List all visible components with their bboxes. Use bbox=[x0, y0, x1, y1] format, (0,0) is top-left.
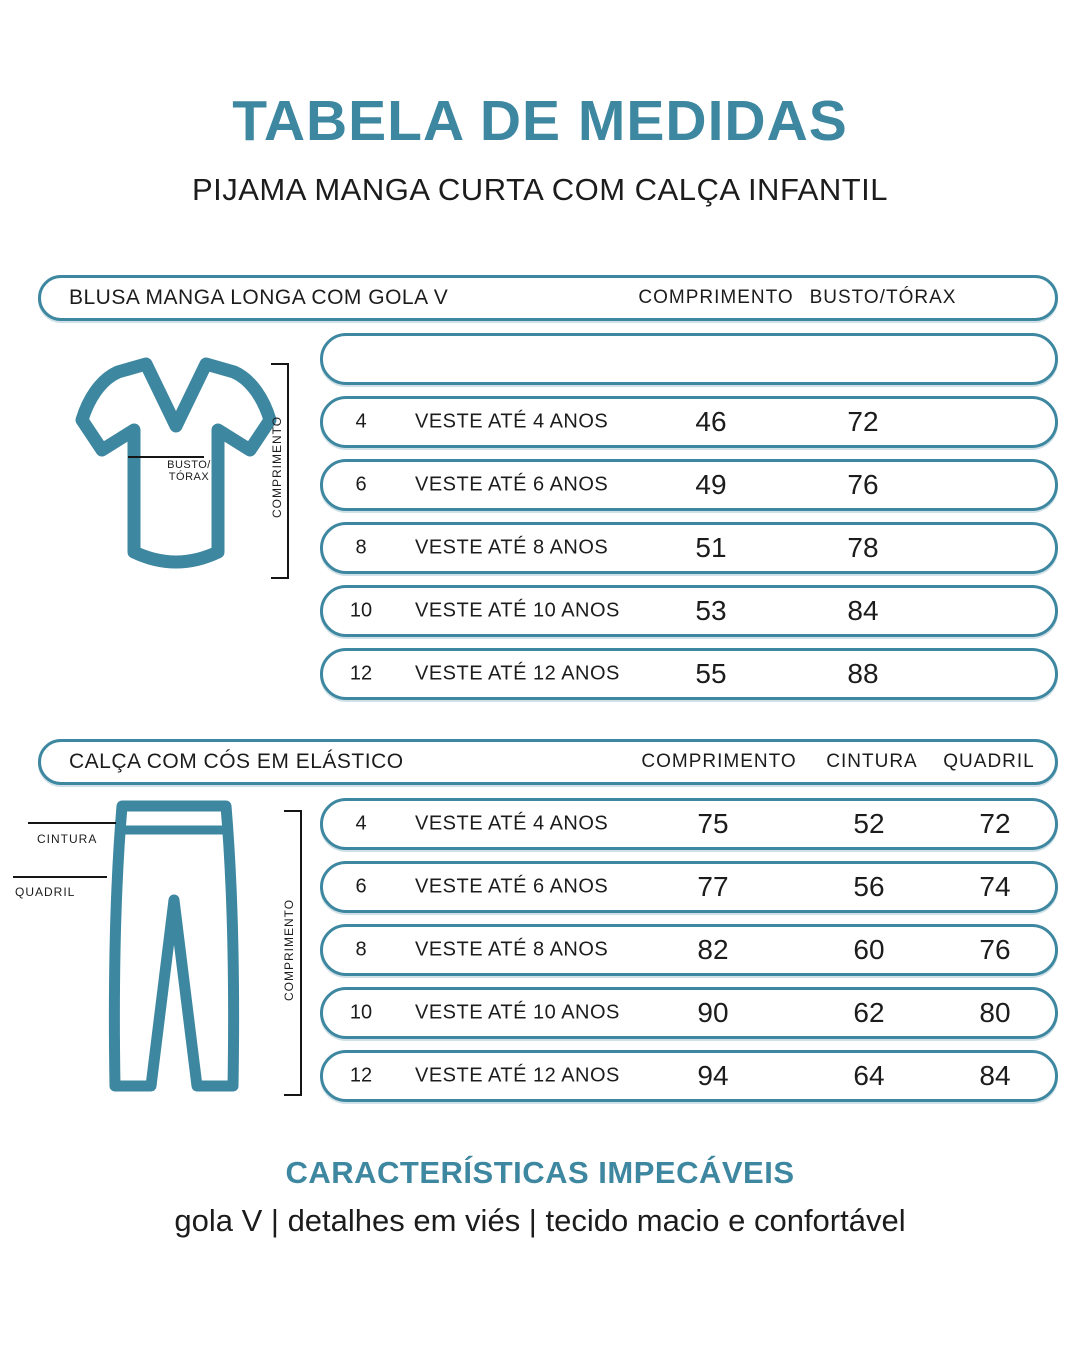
age-label: VESTE ATÉ 12 ANOS bbox=[415, 1064, 620, 1087]
shirt-length-label: COMPRIMENTO bbox=[270, 415, 284, 518]
chest-label-line2: TÓRAX bbox=[168, 471, 210, 483]
chest-measure-label bbox=[149, 459, 229, 483]
size-cell: 8 bbox=[355, 938, 367, 961]
size-cell: 4 bbox=[355, 812, 367, 835]
waist-measure-label: CINTURA bbox=[37, 832, 98, 846]
pants-row-size-8 bbox=[320, 924, 1058, 976]
features-title: CARACTERÍSTICAS IMPECÁVEIS bbox=[285, 1155, 795, 1190]
comprimento-value: 46 bbox=[695, 406, 727, 437]
shirt-length-bracket-tick-top bbox=[271, 363, 288, 365]
comprimento-value: 51 bbox=[695, 532, 727, 563]
age-label: VESTE ATÉ 6 ANOS bbox=[415, 875, 609, 898]
comprimento-value: 82 bbox=[697, 934, 729, 965]
pants-row-size-4 bbox=[320, 798, 1058, 850]
size-cell: 12 bbox=[349, 662, 373, 685]
busto-value: 76 bbox=[847, 469, 879, 500]
cintura-value: 62 bbox=[853, 997, 885, 1028]
pants-row-size-10 bbox=[320, 987, 1058, 1039]
pants-icon bbox=[100, 798, 248, 1098]
cintura-value: 60 bbox=[853, 934, 885, 965]
age-label: VESTE ATÉ 12 ANOS bbox=[415, 662, 620, 685]
pants-column-comprimento: COMPRIMENTO bbox=[641, 751, 797, 772]
comprimento-value: 53 bbox=[695, 595, 727, 626]
features-details: gola V | detalhes em viés | tecido macio e confortável bbox=[174, 1203, 906, 1238]
shirt-column-busto-torax: BUSTO/TÓRAX bbox=[809, 287, 957, 308]
pants-column-quadril: QUADRIL bbox=[943, 751, 1035, 772]
size-cell: 6 bbox=[355, 875, 367, 898]
age-label: VESTE ATÉ 8 ANOS bbox=[415, 938, 609, 961]
size-cell: 10 bbox=[349, 599, 373, 622]
age-label: VESTE ATÉ 10 ANOS bbox=[415, 599, 620, 622]
pants-length-bracket-tick-bottom bbox=[284, 1094, 301, 1096]
pants-length-label: COMPRIMENTO bbox=[282, 898, 296, 1001]
page-subtitle: PIJAMA MANGA CURTA COM CALÇA INFANTIL bbox=[191, 172, 889, 207]
size-cell: 6 bbox=[355, 473, 367, 496]
quadril-value: 76 bbox=[979, 934, 1011, 965]
pants-length-bracket-tick-top bbox=[284, 810, 301, 812]
cintura-value: 56 bbox=[853, 871, 885, 902]
comprimento-value: 49 bbox=[695, 469, 727, 500]
shirt-row-size-10 bbox=[320, 585, 1058, 637]
comprimento-value: 55 bbox=[695, 658, 727, 689]
comprimento-value: 90 bbox=[697, 997, 729, 1028]
age-label: VESTE ATÉ 6 ANOS bbox=[415, 473, 609, 496]
comprimento-value: 94 bbox=[697, 1060, 729, 1091]
age-label: VESTE ATÉ 4 ANOS bbox=[415, 812, 609, 835]
pants-row-size-12 bbox=[320, 1050, 1058, 1102]
pants-column-cintura: CINTURA bbox=[826, 751, 918, 772]
size-cell: 10 bbox=[349, 1001, 373, 1024]
shirt-column-comprimento: COMPRIMENTO bbox=[638, 287, 794, 308]
chest-measure-line bbox=[128, 456, 204, 458]
shirt-section-title: BLUSA MANGA LONGA COM GOLA V bbox=[69, 286, 449, 309]
busto-value: 84 bbox=[847, 595, 879, 626]
shirt-row-size-12 bbox=[320, 648, 1058, 700]
age-label: VESTE ATÉ 8 ANOS bbox=[415, 536, 609, 559]
shirt-table-header bbox=[38, 275, 1058, 321]
quadril-value: 80 bbox=[979, 997, 1011, 1028]
age-label: VESTE ATÉ 10 ANOS bbox=[415, 1001, 620, 1024]
quadril-value: 74 bbox=[979, 871, 1011, 902]
quadril-value: 72 bbox=[979, 808, 1011, 839]
comprimento-value: 75 bbox=[697, 808, 729, 839]
hip-measure-label: QUADRIL bbox=[15, 885, 76, 899]
pants-length-bracket-line bbox=[300, 810, 302, 1096]
shirt-row-size-6 bbox=[320, 459, 1058, 511]
busto-value: 72 bbox=[847, 406, 879, 437]
chest-label-line1: BUSTO/ bbox=[167, 459, 211, 471]
busto-value: 78 bbox=[847, 532, 879, 563]
page-title: TABELA DE MEDIDAS bbox=[232, 89, 848, 153]
shirt-length-bracket-tick-bottom bbox=[271, 577, 288, 579]
cintura-value: 64 bbox=[853, 1060, 885, 1091]
cintura-value: 52 bbox=[853, 808, 885, 839]
size-cell: 12 bbox=[349, 1064, 373, 1087]
size-cell: 4 bbox=[355, 410, 367, 433]
shirt-length-bracket-line bbox=[287, 363, 289, 579]
pants-row-size-6 bbox=[320, 861, 1058, 913]
comprimento-value: 77 bbox=[697, 871, 729, 902]
quadril-value: 84 bbox=[979, 1060, 1011, 1091]
pants-table-header bbox=[38, 739, 1058, 785]
shirt-row-size-4 bbox=[320, 396, 1058, 448]
hip-measure-line bbox=[13, 876, 107, 878]
size-cell: 8 bbox=[355, 536, 367, 559]
age-label: VESTE ATÉ 4 ANOS bbox=[415, 410, 609, 433]
shirt-row-size-8 bbox=[320, 522, 1058, 574]
empty-row-pill bbox=[320, 333, 1058, 385]
pants-section-title: CALÇA COM CÓS EM ELÁSTICO bbox=[69, 750, 404, 773]
busto-value: 88 bbox=[847, 658, 879, 689]
waist-measure-line bbox=[28, 822, 116, 824]
